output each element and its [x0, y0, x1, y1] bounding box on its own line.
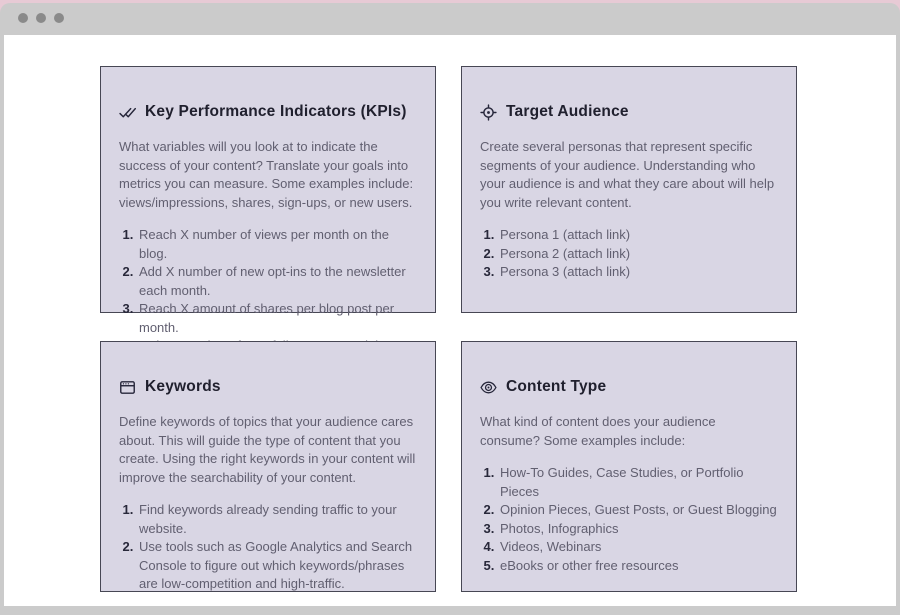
card-description: Define keywords of topics that your audience cares about. This will guide the type of content that you create. Using the right keywords in your content will improve the searchability of your content. — [119, 414, 416, 485]
double-check-icon — [119, 104, 136, 121]
browser-window — [0, 3, 900, 615]
list-item: 1. How-To Guides, Case Studies, or Portfolio Pieces — [498, 464, 778, 501]
card-list — [120, 501, 417, 594]
window-control-minimize[interactable] — [36, 13, 46, 23]
card-target-audience-header — [480, 103, 778, 121]
browser-window-icon — [119, 379, 136, 396]
target-icon — [480, 104, 497, 121]
card-target-audience — [461, 66, 797, 313]
page-content — [4, 35, 896, 606]
card-title: Content Type — [506, 378, 607, 395]
card-keywords-header — [119, 378, 417, 396]
list-item: 1. Persona 1 (attach link) — [498, 226, 778, 245]
card-title: Keywords — [145, 378, 221, 395]
card-description: What variables will you look at to indicate the success of your content? Translate your goals into metrics you can measure. Some examples include: views/impressions, shares, sign-ups, or new users. — [119, 139, 414, 210]
card-keywords — [100, 341, 436, 592]
list-item: 2. Add X number of new opt-ins to the newsletter each month. — [137, 263, 417, 300]
list-item: 2. Use tools such as Google Analytics and Search Console to figure out which keywords/phrases are low-competition and high-traffic. — [137, 538, 417, 594]
list-item: 3. Persona 3 (attach link) — [498, 263, 778, 282]
window-titlebar — [0, 3, 900, 32]
list-item: 2. Persona 2 (attach link) — [498, 245, 778, 264]
list-item: 4. Videos, Webinars — [498, 538, 778, 557]
list-item: 1. Reach X number of views per month on the blog. — [137, 226, 417, 263]
card-content-type-header — [480, 378, 778, 396]
card-title: Key Performance Indicators (KPIs) — [145, 103, 407, 120]
cards-grid — [100, 66, 797, 592]
card-title: Target Audience — [506, 103, 629, 120]
card-description: What kind of content does your audience consume? Some examples include: — [480, 414, 716, 448]
card-description: Create several personas that represent specific segments of your audience. Understanding who your audience is and what they care about will help you write relevant content. — [480, 139, 775, 210]
card-content-type — [461, 341, 797, 592]
card-kpis-header — [119, 103, 417, 121]
list-item: 5. eBooks or other free resources — [498, 557, 778, 576]
card-list — [481, 464, 778, 575]
window-control-maximize[interactable] — [54, 13, 64, 23]
card-list — [481, 226, 778, 282]
list-item: 3. Reach X amount of shares per blog post per month. — [137, 300, 417, 337]
eye-icon — [480, 379, 497, 396]
list-item: 2. Opinion Pieces, Guest Posts, or Guest Blogging — [498, 501, 778, 520]
list-item: 1. Find keywords already sending traffic to your website. — [137, 501, 417, 538]
card-kpis — [100, 66, 436, 335]
list-item: 3. Photos, Infographics — [498, 520, 778, 539]
window-control-close[interactable] — [18, 13, 28, 23]
